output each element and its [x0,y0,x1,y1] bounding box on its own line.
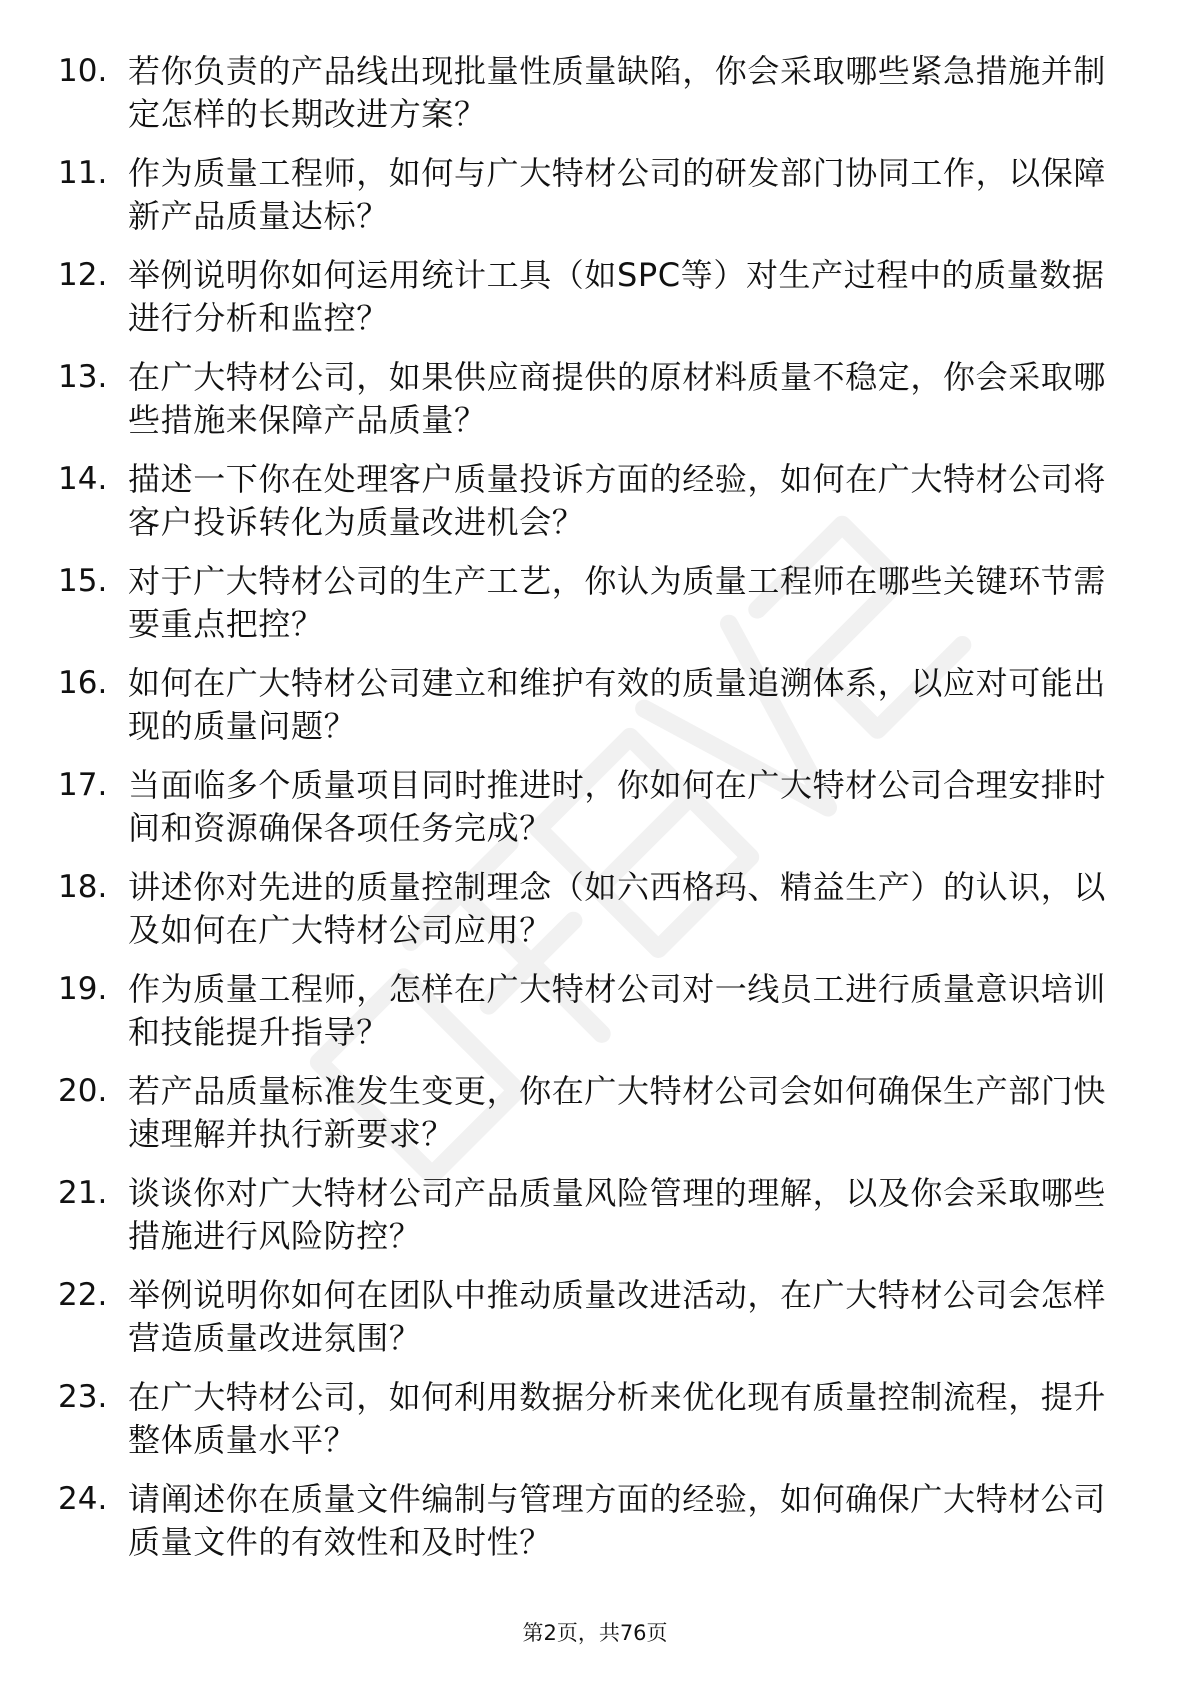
question-text: 若产品质量标准发生变更，你在广大特材公司会如何确保生产部门快速理解并执行新要求？ [128,1072,1107,1153]
question-item [0,152,1190,254]
question-number: 10. [58,53,108,89]
question-text: 描述一下你在处理客户质量投诉方面的经验，如何在广大特材公司将客户投诉转化为质量改进机会？ [128,460,1107,541]
question-list [0,50,1190,1580]
question-number: 16. [58,665,108,701]
question-item [0,458,1190,560]
question-text: 讲述你对先进的质量控制理念（如六西格玛、精益生产）的认识，以及如何在广大特材公司应用？ [128,868,1107,949]
question-item [0,560,1190,662]
question-number: 24. [58,1481,108,1517]
question-number: 19. [58,971,108,1007]
question-number: 12. [58,257,108,293]
question-number: 13. [58,359,108,395]
question-text: 当面临多个质量项目同时推进时，你如何在广大特材公司合理安排时间和资源确保各项任务完成？ [128,766,1107,847]
question-item [0,662,1190,764]
question-text: 请阐述你在质量文件编制与管理方面的经验，如何确保广大特材公司质量文件的有效性和及时性？ [128,1480,1107,1561]
question-number: 23. [58,1379,108,1415]
question-text: 举例说明你如何运用统计工具（如SPC等）对生产过程中的质量数据进行分析和监控？ [128,256,1105,337]
question-item [0,1070,1190,1172]
question-item [0,764,1190,866]
question-number: 22. [58,1277,108,1313]
question-item [0,356,1190,458]
question-text: 在广大特材公司，如何利用数据分析来优化现有质量控制流程，提升整体质量水平？ [128,1378,1107,1459]
question-item [0,968,1190,1070]
question-number: 17. [58,767,108,803]
question-text: 作为质量工程师，如何与广大特材公司的研发部门协同工作，以保障新产品质量达标？ [128,154,1107,235]
question-number: 20. [58,1073,108,1109]
question-number: 15. [58,563,108,599]
question-number: 21. [58,1175,108,1211]
question-number: 14. [58,461,108,497]
question-text: 在广大特材公司，如果供应商提供的原材料质量不稳定，你会采取哪些措施来保障产品质量？ [128,358,1107,439]
question-item [0,1478,1190,1580]
question-item [0,1376,1190,1478]
question-item [0,1172,1190,1274]
question-text: 若你负责的产品线出现批量性质量缺陷，你会采取哪些紧急措施并制定怎样的长期改进方案？ [128,52,1107,133]
page-number-footer: 第2页，共76页 [522,1621,668,1645]
question-item [0,1274,1190,1376]
question-number: 11. [58,155,108,191]
question-text: 对于广大特材公司的生产工艺，你认为质量工程师在哪些关键环节需要重点把控？ [128,562,1107,643]
question-text: 作为质量工程师，怎样在广大特材公司对一线员工进行质量意识培训和技能提升指导？ [128,970,1107,1051]
question-text: 谈谈你对广大特材公司产品质量风险管理的理解，以及你会采取哪些措施进行风险防控？ [128,1174,1107,1255]
question-number: 18. [58,869,108,905]
question-text: 如何在广大特材公司建立和维护有效的质量追溯体系，以应对可能出现的质量问题？ [128,664,1107,745]
question-item [0,866,1190,968]
question-item [0,50,1190,152]
question-text: 举例说明你如何在团队中推动质量改进活动，在广大特材公司会怎样营造质量改进氛围？ [128,1276,1107,1357]
question-item [0,254,1190,356]
